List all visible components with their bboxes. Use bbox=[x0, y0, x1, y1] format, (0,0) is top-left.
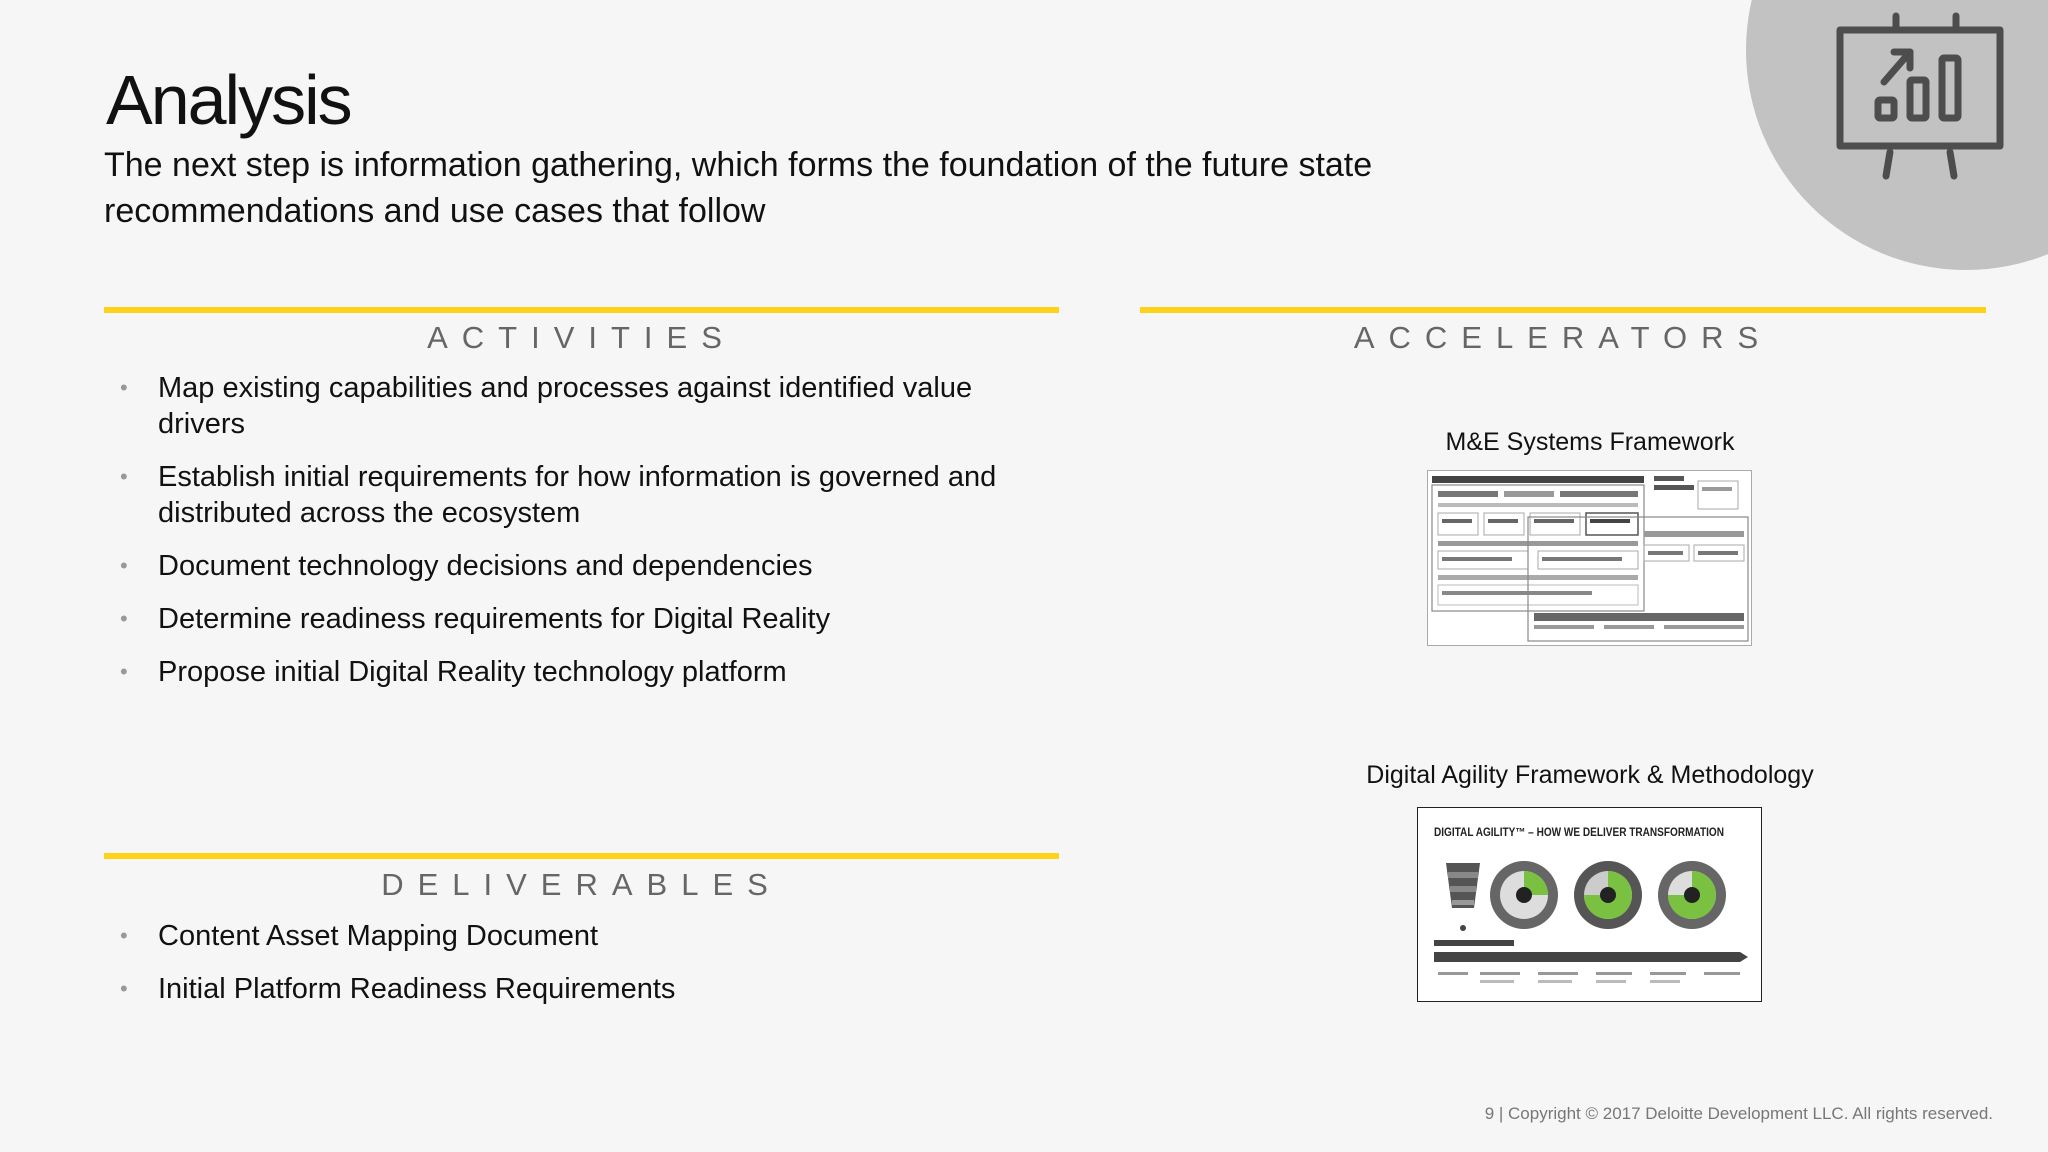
bullet-icon: • bbox=[120, 553, 128, 578]
list-item-text: Determine readiness requirements for Digital Reality bbox=[158, 603, 831, 635]
list-item bbox=[104, 548, 1064, 584]
mse-framework-label: M&E Systems Framework bbox=[1445, 428, 1735, 456]
bullet-icon: • bbox=[120, 976, 128, 1001]
accelerators-heading: ACCELERATORS bbox=[1353, 320, 1773, 355]
digital-agility-label: Digital Agility Framework & Methodology bbox=[1366, 761, 1814, 789]
list-item-text: Establish initial requirements for how information is governed and distributed across the ecosystem bbox=[158, 461, 997, 529]
list-item bbox=[104, 601, 1064, 637]
bullet-icon: • bbox=[120, 659, 128, 684]
activities-rule bbox=[104, 307, 1059, 313]
bullet-icon: • bbox=[120, 923, 128, 948]
footer-copyright: 9 | Copyright © 2017 Deloitte Development LLC. All rights reserved. bbox=[1484, 1104, 1993, 1123]
list-item-text: Propose initial Digital Reality technology platform bbox=[158, 656, 787, 688]
presentation-chart-icon bbox=[1826, 10, 2006, 185]
deliverables-list bbox=[104, 918, 1064, 1024]
page-subtitle: The next step is information gathering, which forms the foundation of the future state recommendations and use cases that follow bbox=[104, 146, 1373, 230]
bullet-icon: • bbox=[120, 375, 128, 400]
list-item-text: Initial Platform Readiness Requirements bbox=[158, 973, 676, 1005]
list-item bbox=[104, 918, 1064, 954]
deliverables-heading: DELIVERABLES bbox=[381, 867, 782, 902]
agility-cycle-2 bbox=[1574, 861, 1642, 929]
deliverables-rule bbox=[104, 853, 1059, 859]
accelerators-rule bbox=[1140, 307, 1986, 313]
agility-cycle-1 bbox=[1490, 861, 1558, 929]
list-item bbox=[104, 370, 1064, 442]
list-item bbox=[104, 654, 1064, 690]
digital-agility-thumbnail bbox=[1417, 807, 1762, 1002]
digital-agility-diagram bbox=[1418, 808, 1761, 1001]
page-title: Analysis bbox=[106, 61, 351, 139]
list-item bbox=[104, 459, 1064, 531]
bullet-icon: • bbox=[120, 606, 128, 631]
list-item-text: Document technology decisions and dependencies bbox=[158, 550, 813, 582]
mse-framework-diagram bbox=[1428, 471, 1751, 645]
list-item-text: Content Asset Mapping Document bbox=[158, 920, 599, 952]
activities-list bbox=[104, 370, 1064, 707]
list-item-text: Map existing capabilities and processes against identified value drivers bbox=[158, 372, 973, 440]
agility-cycle-3 bbox=[1658, 861, 1726, 929]
activities-heading: ACTIVITIES bbox=[427, 320, 736, 355]
mse-framework-thumbnail bbox=[1427, 470, 1752, 646]
digital-agility-thumbnail-title: DIGITAL AGILITY™ – HOW WE DELIVER TRANSFORMATION bbox=[1434, 827, 1724, 839]
bullet-icon: • bbox=[120, 464, 128, 489]
list-item bbox=[104, 971, 1064, 1007]
